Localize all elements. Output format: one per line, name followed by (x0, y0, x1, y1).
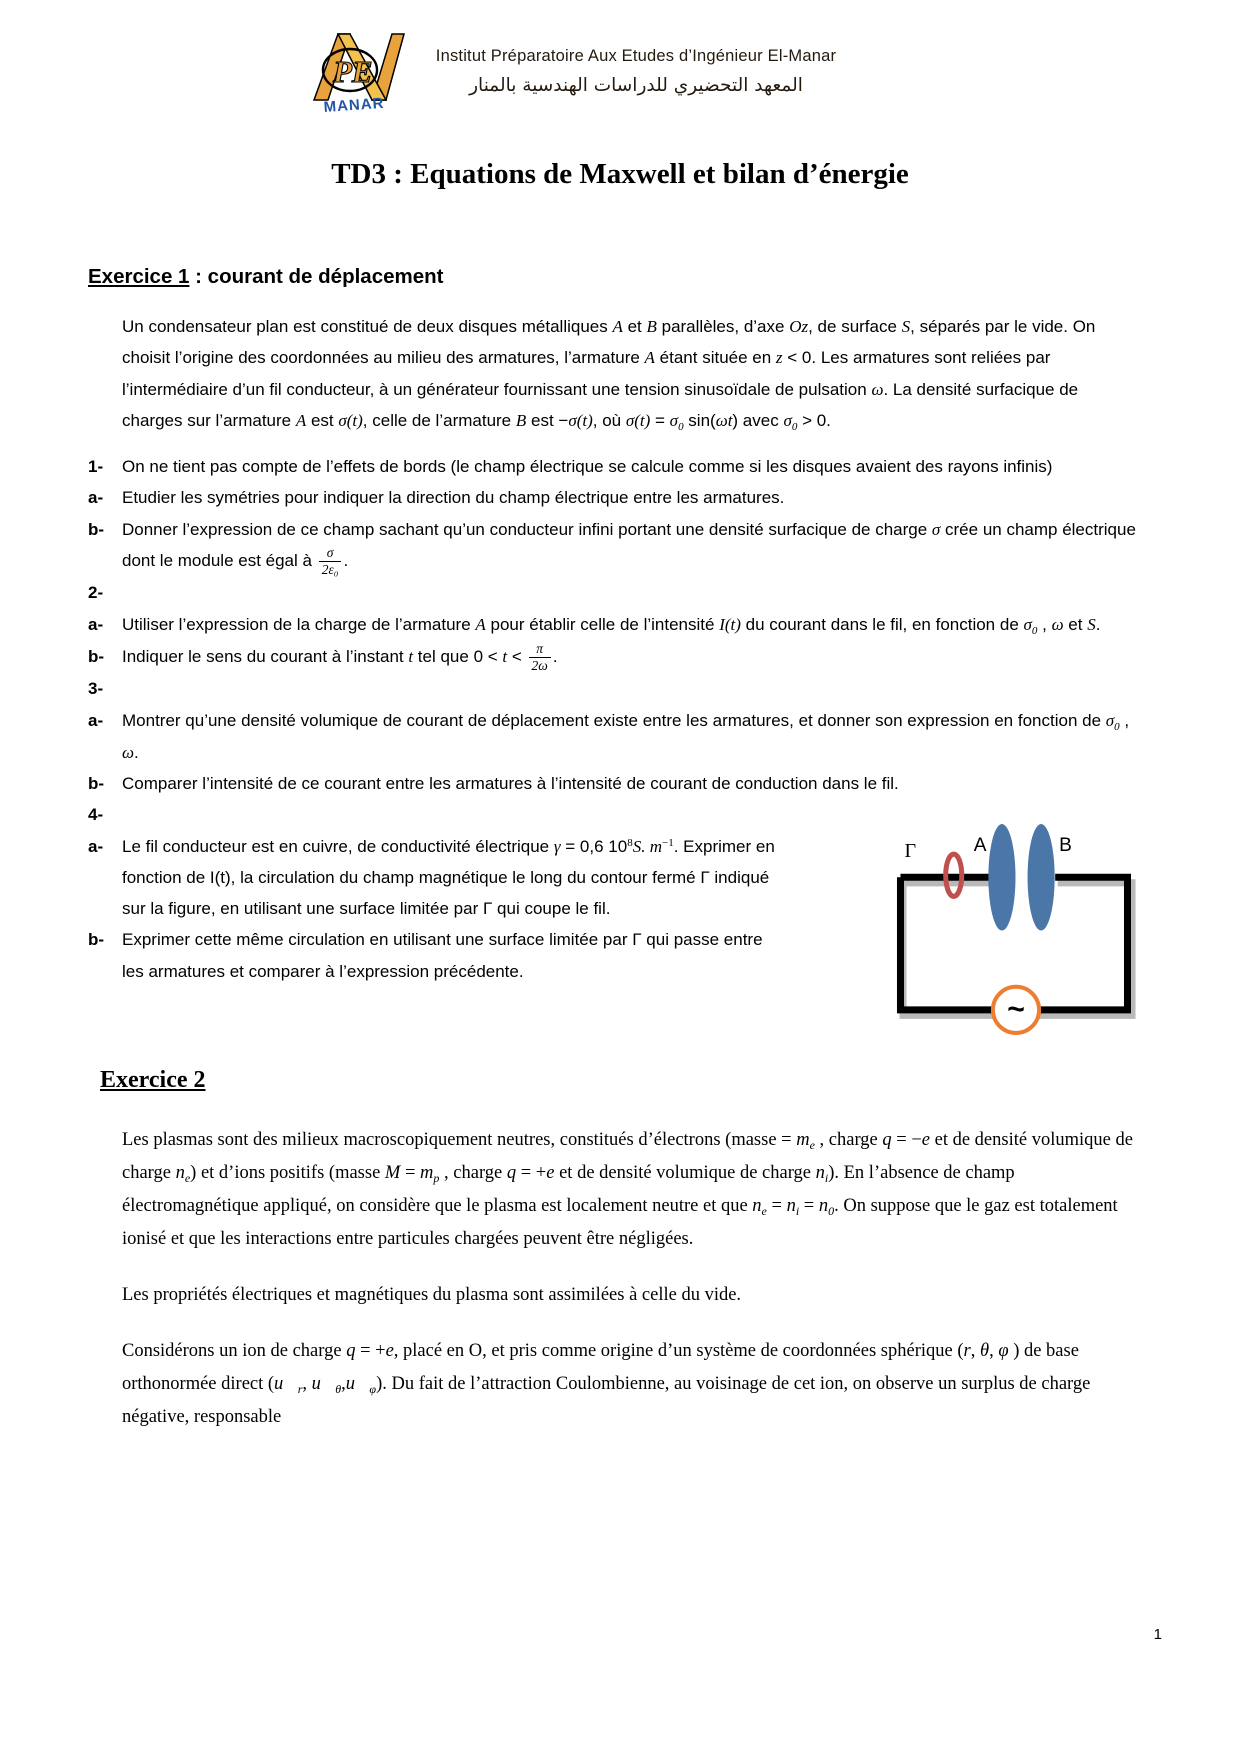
ac-generator-symbol: ~ (1007, 993, 1025, 1027)
list-item-3 (88, 673, 1142, 704)
section-4-text (88, 799, 788, 1039)
list-item-label: b- (88, 519, 105, 539)
capacitor-circuit-figure (890, 813, 1142, 1039)
list-item-4a (88, 831, 788, 925)
exercise1-intro-paragraph: Un condensateur plan est constitué de deux disques métalliques A et B parallèles, d’axe Oz, de surface S, séparés par le vide. On choisit l’origine des coordonnées au milieu des armatures, l’armature A étant située en z < 0. Les armatures sont reliées par l’intermédiaire d’un fil conducteur, à un générateur fournissant une tension sinusoïdale de pulsation ω. La densité surfacique de charges sur l’armature A est σ(t), celle de l’armature B est −σ(t), où $\sigma(t) = \sigma_0$ sin(ωt) avec $\sigma_0 > 0$. (122, 317, 1096, 433)
list-item-text: Le fil conducteur est en cuivre, de conductivité électrique γ = 0,6 $10^8S$. $m^{-1}$. Exprimer en fonction de I(t), la circulation du champ magnétique le long du contour fermé Γ indiqué sur la figure, en utilisant une surface limitée par Γ qui coupe le fil. (122, 836, 775, 919)
list-item-label: a- (88, 488, 104, 508)
plate-b-label: B (1059, 835, 1072, 857)
list-item-3a (88, 705, 1142, 769)
list-item-text: Etudier les symétries pour indiquer la direction du champ électrique entre les armatures. (122, 488, 785, 508)
list-item-text (122, 577, 1142, 608)
list-item-text: Comparer l’intensité de ce courant entre les armatures à l’intensité de courant de conduction dans le fil. (122, 774, 899, 794)
exercise1-heading-number: Exercice 1 (88, 265, 190, 288)
logo-subtext: MANAR (322, 94, 385, 116)
list-item-label: a- (88, 710, 104, 730)
list-item-text: Montrer qu’une densité volumique de courant de déplacement existe entre les armatures, et donner son expression en fonction de $\sigma_0$ , ω. (122, 710, 1130, 762)
list-item-text: On ne tient pas compte de l’effets de bords (le champ électrique se calcule comme si les disques avaient des rayons infinis) (122, 457, 1053, 477)
logo-monogram: PE (332, 54, 373, 89)
institute-name-ar: المعهد التحضيري للدراسات الهندسية بالمنار (469, 74, 803, 96)
list-item-4 (88, 799, 788, 830)
list-item-2a (88, 609, 1142, 641)
list-item-label: 4- (88, 805, 104, 825)
exercise1-heading-subtitle: : courant de déplacement (189, 265, 444, 288)
section-4 (88, 799, 1142, 1039)
list-item-text: Donner l’expression de ce champ sachant qu’un conducteur infini portant une densité surfacique de charge σ crée un champ électrique dont le module est égal à $\frac{\sigma}{\text{2ε₀}}$ . (122, 519, 1136, 577)
exercise2-paragraph-3: Considérons un ion de charge q = +e, placé en O, et pris comme origine d’un système de coordonnées sphérique (r, θ, φ ) de base orthonormée direct ($u⃗_r$, $u⃗_\theta,u⃗_\varphi$). Du fait de l’attraction Coulombienne, au voisinage de cet ion, on observe un surplus de charge négative, responsable (122, 1341, 1091, 1427)
list-item-text: Indiquer le sens du courant à l’instant t tel que 0 < t < $\frac{\pi}{2\omega}$ . (122, 641, 558, 673)
list-item-3b (88, 768, 1142, 799)
header-text (436, 47, 836, 96)
institute-name-fr: Institut Préparatoire Aux Etudes d’Ingénieur El-Manar (435, 46, 837, 65)
plate-b-disk (1028, 824, 1055, 930)
list-item-1a (88, 482, 1142, 513)
exercise2-paragraph-1: Les plasmas sont des milieux macroscopiquement neutres, constitués d’électrons (masse = $m_e$ , charge q = −e et de densité volumique de charge $n_e$) et d’ions positifs (masse $M = m_p$ , charge q = +e et de densité volumique de charge $n_i$). En l’absence de champ électromagnétique appliqué, on considère que le plasma est localement neutre et que $n_e = n_i = n_0$. On suppose que le gaz est totalement ionisé et que les interactions entre particules chargées peuvent être négligées. (122, 1130, 1133, 1250)
list-item-1b (88, 514, 1142, 578)
list-item-label: a- (88, 614, 104, 634)
list-item-4b (88, 924, 788, 987)
plate-a-label: A (973, 835, 987, 857)
list-item-label: 2- (88, 583, 104, 603)
list-item-label: a- (88, 836, 104, 856)
list-item-2 (88, 577, 1142, 608)
list-item-label: b- (88, 930, 105, 950)
list-item-1 (88, 451, 1142, 482)
exercise2-heading: Exercice 2 (100, 1067, 206, 1094)
list-item-label: b- (88, 774, 105, 794)
plate-a-disk (988, 824, 1015, 930)
list-item-text: Utiliser l’expression de la charge de l’armature A pour établir celle de l’intensité I(t) du courant dans le fil, en fonction de $\sigma_0$ , ω et S. (122, 614, 1101, 637)
exercise2-paragraph-2: Les propriétés électriques et magnétiques du plasma sont assimilées à celle du vide. (122, 1285, 742, 1306)
list-item-label: 3- (88, 679, 104, 699)
page-number: 1 (1153, 1626, 1162, 1643)
list-item-label: b- (88, 646, 105, 666)
header (0, 0, 1188, 116)
list-item-text (122, 673, 1142, 704)
list-item-text: Exprimer cette même circulation en utilisant une surface limitée par Γ qui passe entre les armatures et comparer à l’expression précédente. (122, 930, 763, 981)
contour-gamma-label: Γ (904, 840, 917, 863)
exercise1-heading (88, 265, 1240, 289)
list-item-label: 1- (88, 457, 104, 477)
institute-logo (300, 26, 420, 116)
list-item-text (122, 799, 788, 830)
list-item-2b (88, 641, 1142, 674)
page-title: TD3 : Equations de Maxwell et bilan d’énergie (331, 158, 909, 190)
